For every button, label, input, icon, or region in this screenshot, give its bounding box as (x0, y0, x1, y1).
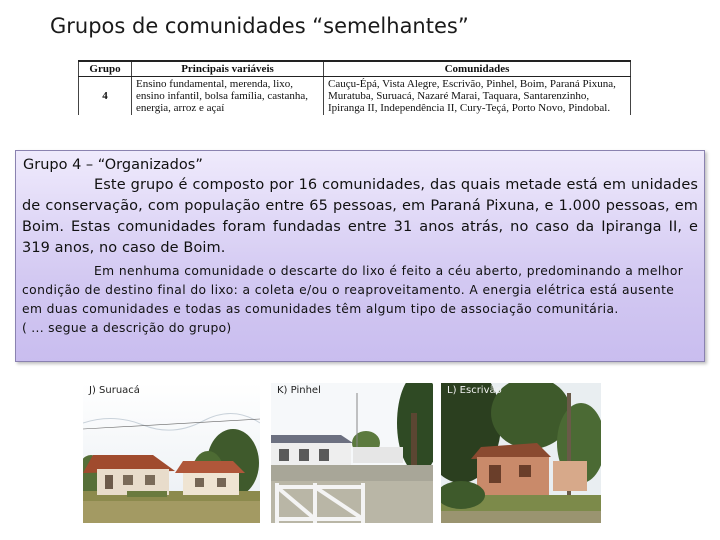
groups-table (78, 60, 631, 115)
callout-paragraph-2: Em nenhuma comunidade o descarte do lixo é feito a céu aberto, predominando a melhor condição de destino final do lixo: a coleta e/ou o reaproveitamento. A energia elétrica está ausente em duas comunidades e todas as comunidades têm algum tipo de associação comunitária. (22, 264, 684, 316)
header-communities: Comunidades (324, 61, 631, 77)
header-group: Grupo (79, 61, 132, 77)
photo-caption: Escrivão (459, 385, 502, 396)
photo-caption: Pinhel (290, 385, 321, 396)
photo-caption: Suruacá (99, 385, 140, 396)
callout-heading: Grupo 4 – “Organizados” (23, 157, 203, 173)
cell-communities: Cauçu-Épá, Vista Alegre, Escrivão, Pinhel, Boim, Paraná Pixuna, Muratuba, Suruacá, Nazaré Marai, Taquara, Santarenzinho, Ipiranga II, Independência II, Cury-Teçá, Porto Novo, Pindobal. (324, 77, 631, 116)
photo-letter: L) (447, 385, 457, 396)
callout-paragraph-1: Este grupo é composto por 16 comunidades, das quais metade está em unidades de conservação, com população entre 65 pessoas, em Paraná Pixuna, e 1.000 pessoas, em Boim. Estas comunidades foram fundadas entre 31 anos atrás, no caso da Ipiranga II, e 319 anos, no caso de Boim. (22, 177, 698, 256)
photo-label (89, 385, 140, 396)
table-row (79, 77, 631, 116)
photo-label (277, 385, 321, 396)
groups-table-excerpt (78, 60, 631, 116)
cell-group: 4 (79, 77, 132, 116)
header-variables: Principais variáveis (132, 61, 324, 77)
photo-letter: J) (89, 385, 96, 396)
photo-letter: K) (277, 385, 288, 396)
photo-escrivao (441, 383, 601, 523)
group-description-callout (15, 150, 705, 362)
photo-suruaca-image (83, 383, 260, 523)
photo-pinhel-image (271, 383, 433, 523)
callout-paragraph-3: ( ... segue a descrição do grupo) (22, 321, 232, 335)
photo-label (447, 385, 502, 396)
table-header-row (79, 61, 631, 77)
photo-escrivao-image (441, 383, 601, 523)
photo-suruaca (83, 383, 260, 523)
slide-title: Grupos de comunidades “semelhantes” (50, 14, 469, 38)
cell-variables: Ensino fundamental, merenda, lixo, ensino infantil, bolsa família, castanha, energia, arroz e açaí (132, 77, 324, 116)
photo-pinhel (271, 383, 433, 523)
